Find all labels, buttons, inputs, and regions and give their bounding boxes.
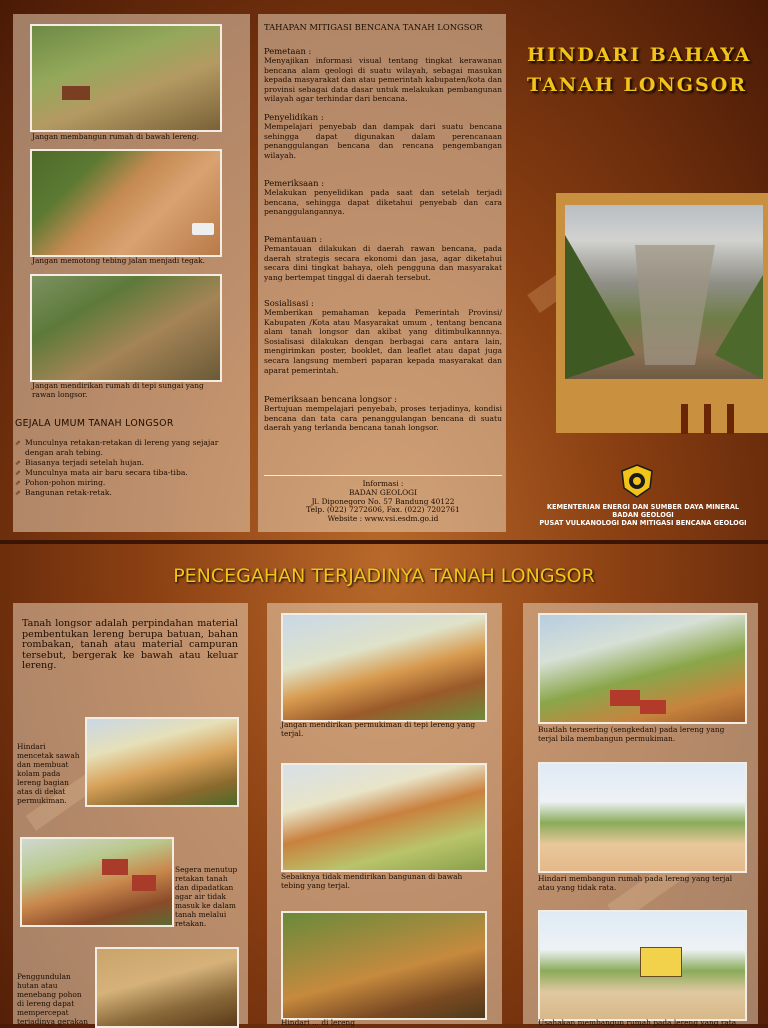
section-text: Mempelajari penyebab dan dampak dari suatu bencana sehingga dapat digunakan dalam perencanaan penanggulangan bencana dan rencana pengembangan wilayah. bbox=[264, 122, 502, 160]
ministry-name: KEMENTERIAN ENERGI DAN SUMBER DAYA MINERAL bbox=[546, 503, 740, 511]
cover-title-line2: TANAH LONGSOR bbox=[527, 74, 748, 96]
left-caption-2: Segera menutup retakan tanah dan dipadatkan agar air tidak masuk ke dalam tanah melalui retakan. bbox=[175, 865, 238, 928]
section-heading: Pemetaan : bbox=[264, 46, 312, 56]
gejala-item: ⇗ Biasanya terjadi setelah hujan. bbox=[15, 458, 245, 468]
info-address: Jl. Diponegoro No. 57 Bandung 40122 bbox=[311, 496, 455, 506]
gejala-title: GEJALA UMUM TANAH LONGSOR bbox=[15, 418, 174, 429]
section-text: Bertujuan mempelajari penyebab, proses terjadinya, kondisi bencana dan tata cara penanggulangan bencana di suatu daerah yang terlanda bencana tanah longsor. bbox=[264, 404, 502, 433]
right-caption-2: Hindari membangun rumah pada lereng yang terjal atau yang tidak rata. bbox=[538, 874, 733, 892]
cover-photo-landslide bbox=[565, 205, 763, 379]
section-text: Memberikan pemahaman kepada Pemerintah Provinsi/ Kabupaten /Kota atau Masyarakat umum , tentang bencana alam tanah longsor dan akibat yang ditimbulkannnya. Sosialisasi dilakukan dengan berbagai cara antara lain, mengirimkan poster, booklet, dan leaflet atau dapat juga secara langsung memberi paparan kepada masyarakat dan aparat pemerintah. bbox=[264, 308, 502, 375]
photo-house-below-slope bbox=[30, 24, 222, 132]
cover-footer bbox=[518, 503, 768, 527]
center-name: PUSAT VULKANOLOGI DAN MITIGASI BENCANA GEOLOGI bbox=[539, 519, 747, 527]
illus-deforestation bbox=[95, 947, 239, 1028]
caption-2: Jangan memotong tebing jalan menjadi tegak. bbox=[32, 256, 205, 265]
caption-3: Jangan mendirikan rumah di tepi sungai yang rawan longsor. bbox=[32, 381, 204, 399]
mitigasi-sections bbox=[264, 46, 502, 444]
photo-cut-cliff-road bbox=[30, 149, 222, 257]
right-caption-3: Usahakan membangun rumah pada lereng yang rata bbox=[538, 1018, 737, 1027]
gejala-list bbox=[15, 438, 245, 498]
section-penyelidikan bbox=[264, 112, 502, 178]
illus-rice-field-slope bbox=[85, 717, 239, 807]
section-sosialisasi bbox=[264, 298, 502, 394]
info-block bbox=[264, 480, 502, 524]
section-text: Melakukan penyelidikan pada saat dan setelah terjadi bencana, sehingga dapat diketahui penyebab dan cara penanggulangannya. bbox=[264, 188, 502, 217]
gejala-item: ⇗ Pohon-pohon miring. bbox=[15, 478, 245, 488]
section-heading: Pemantauan : bbox=[264, 234, 323, 244]
illus-steep-slope-village bbox=[281, 613, 487, 722]
right-caption-1: Buatlah terasering (sengkedan) pada lereng yang terjal bila membangun permukiman. bbox=[538, 725, 725, 743]
left-caption-3: Penggundulan hutan atau menebang pohon di lereng dapat mempercepat terjadinya gerakan bbox=[17, 972, 89, 1026]
landslide-illustration bbox=[565, 205, 763, 379]
fold-line bbox=[0, 540, 768, 544]
caption-1: Jangan membangun rumah di bawah lereng. bbox=[32, 132, 199, 141]
mid-caption-3: Hindari ... di lereng bbox=[281, 1018, 355, 1027]
section-heading: Pemeriksaan : bbox=[264, 178, 325, 188]
photo-river-house bbox=[30, 274, 222, 382]
info-phone: Telp. (022) 7272606, Fax. (022) 7202761 bbox=[306, 505, 460, 515]
gejala-item: ⇗ Bangunan retak-retak. bbox=[15, 488, 245, 498]
illus-flat-slope-house bbox=[538, 910, 747, 1021]
gejala-item: ⇗ Munculnya retakan-retakan di lereng yang sejajar dengan arah tebing. bbox=[15, 438, 245, 458]
section-text: Pemantauan dilakukan di daerah rawan bencana, pada daerah strategis secara ekonomi dan jasa, agar diketahui secara dini tingkat bahaya, oleh pengguna dan masyarakat yang bertempat tinggal di daerah tersebut. bbox=[264, 244, 502, 282]
mid-caption-1: Jangan mendirikan permukiman di tepi lereng yang terjal. bbox=[281, 720, 476, 738]
section-heading: Penyelidikan : bbox=[264, 112, 324, 122]
section-pemetaan bbox=[264, 46, 502, 112]
info-label: Informasi : bbox=[362, 479, 404, 488]
mid-caption-2: Sebaiknya tidak mendirikan bangunan di bawah tebing yang terjal. bbox=[281, 872, 463, 890]
mitigasi-title: TAHAPAN MITIGASI BENCANA TANAH LONGSOR bbox=[264, 22, 483, 32]
bottom-title: PENCEGAHAN TERJADINYA TANAH LONGSOR bbox=[173, 565, 595, 587]
esdm-logo bbox=[621, 464, 653, 498]
section-pemeriksaan bbox=[264, 178, 502, 234]
illus-uneven-slope bbox=[538, 762, 747, 873]
cover-bar-2 bbox=[704, 404, 711, 434]
illus-eroded-slope bbox=[281, 911, 487, 1020]
illus-terracing bbox=[538, 613, 747, 724]
section-text: Menyajikan informasi visual tentang tingkat kerawanan bencana alam geologi di suatu wilayah, sebagai masukan kepada masyarakat dan atau pemerintah kabupaten/kota dan provinsi sebagai data dasar untuk melakukan pembangunan wilayah agar terhindar dari bencana. bbox=[264, 56, 502, 104]
info-org: BADAN GEOLOGI bbox=[349, 487, 417, 497]
cover-bar-1 bbox=[681, 404, 688, 434]
cover-title-line1: HINDARI BAHAYA bbox=[527, 44, 752, 66]
info-divider bbox=[264, 475, 502, 476]
intro-text: Tanah longsor adalah perpindahan material pembentukan lereng berupa batuan, bahan rombakan, tanah atau material campuran tersebut, bergerak ke bawah atau keluar lereng. bbox=[22, 618, 238, 672]
cover-bar-3 bbox=[727, 404, 734, 434]
section-heading: Pemeriksaan bencana longsor : bbox=[264, 394, 397, 404]
info-website: Website : www.vsi.esdm.go.id bbox=[327, 514, 439, 524]
section-pemeriksaan-bencana bbox=[264, 394, 502, 444]
left-caption-1: Hindari mencetak sawah dan membuat kolam pada lereng bagian atas di dekat permukiman. bbox=[17, 742, 80, 805]
illus-cliff-building bbox=[281, 763, 487, 872]
section-pemantauan bbox=[264, 234, 502, 298]
agency-name: BADAN GEOLOGI bbox=[612, 511, 674, 519]
gejala-item: ⇗ Munculnya mata air baru secara tiba-tiba. bbox=[15, 468, 245, 478]
section-heading: Sosialisasi : bbox=[264, 298, 314, 308]
illus-crack-houses bbox=[20, 837, 174, 927]
